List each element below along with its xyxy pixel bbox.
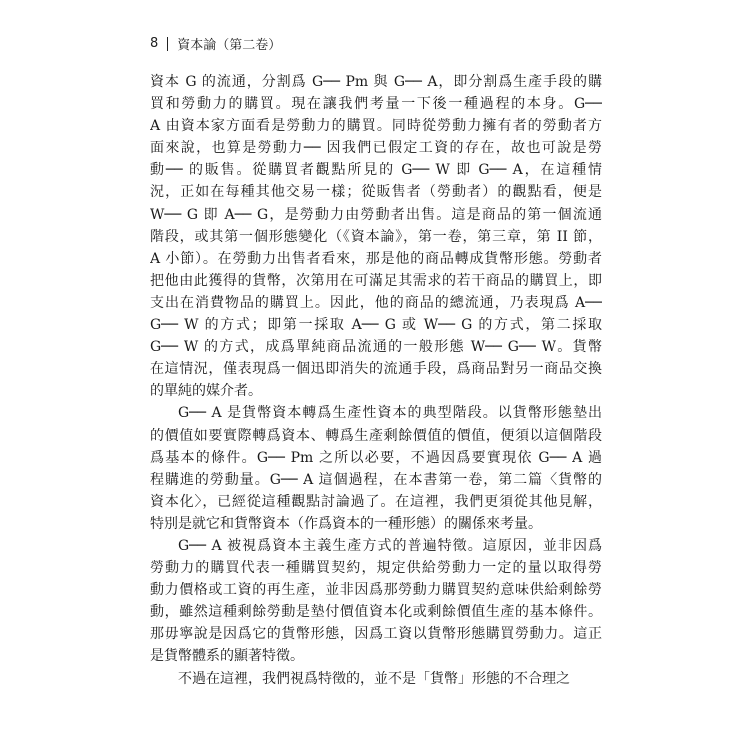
text-line: 階段，或其第一個形態變化（《資本論》，第一卷，第三章，第 II 節， — [150, 228, 602, 245]
text-line: W── G 即 A── G，是勞動力由勞動者出售。這是商品的第一個流通 — [150, 206, 602, 223]
text-line: 的單純的媒介者。 — [150, 383, 262, 400]
text-line: 買和勞動力的購買。現在讓我們考量一下後一種過程的本身。G── — [150, 96, 602, 113]
header-divider — [167, 37, 168, 51]
page-number: 8 — [150, 36, 159, 51]
paragraph — [150, 668, 602, 690]
text-line: 把他由此獲得的貨幣，次第用在可滿足其需求的若干商品的購買上，即 — [150, 272, 602, 289]
text-line: 爲基本的條件。G── Pm 之所以必要，不過因爲要實現依 G── A 過 — [150, 449, 602, 466]
text-line: 特別是就它和貨幣資本（作爲資本的一種形態）的關係來考量。 — [150, 515, 542, 532]
text-line: 動力價格或工資的再生產，並非因爲那勞動力購買契約意味供給剩餘勞 — [150, 582, 602, 599]
text-line: 動── 的販售。從購買者觀點所見的 G── W 即 G── A，在這種情 — [150, 162, 602, 179]
text-line: 資本 G 的流通，分割爲 G── Pm 與 G── A，即分割爲生產手段的購 — [150, 74, 602, 90]
text-line: 那毋寧說是因爲它的貨幣形態，因爲工資以貨幣形態購買勞動力。這正 — [150, 626, 602, 643]
text-line: A 小節）。在勞動力出售者看來，那是他的商品轉成貨幣形態。勞動者 — [150, 250, 602, 267]
text-line: G── A 是貨幣資本轉爲生產性資本的典型階段。以貨幣形態墊出 — [178, 405, 602, 422]
text-line: A 由資本家方面看是勞動力的購買。同時從勞動力擁有者的勞動者方 — [150, 118, 602, 135]
text-line: G── A 被視爲資本主義生產方式的普遍特徵。這原因，並非因爲 — [178, 537, 602, 554]
text-line: 程購進的勞動量。G── A 這個過程，在本書第一卷，第二篇〈貨幣的 — [150, 471, 602, 488]
text-line: 支出在消費物品的購買上。因此，他的商品的總流通，乃表現爲 A── — [150, 294, 602, 311]
paragraph — [150, 71, 602, 402]
text-line: 動，雖然這種剩餘勞動是墊付價值資本化或剩餘價值生產的基本條件。 — [150, 604, 602, 621]
text-line: 勞動力的購買代表一種購買契約，規定供給勞動力一定的量以取得勞 — [150, 560, 602, 577]
text-line: 在這情況，僅表現爲一個迅即消失的流通手段，爲商品對另一商品交換 — [150, 361, 602, 378]
text-line: G── W 的方式；即第一採取 A── G 或 W── G 的方式，第二採取 — [150, 317, 602, 334]
paragraph — [150, 402, 602, 535]
text-line: 不過在這裡，我們視爲特徵的，並不是「貨幣」形態的不合理之 — [178, 670, 570, 687]
running-header — [150, 34, 281, 53]
text-line: 況，正如在每種其他交易一樣；從販售者（勞動者）的觀點看，便是 — [150, 184, 602, 201]
text-line: 是貨幣體系的顯著特徵。 — [150, 648, 304, 665]
text-line: 面來說，也算是勞動力── 因我們已假定工資的存在，故也可說是勞 — [150, 140, 602, 157]
text-line: 資本化〉，已經從這種觀點討論過了。在這裡，我們更須從其他見解， — [150, 493, 602, 510]
text-line: G── W 的方式，成爲單純商品流通的一般形態 W── G── W。貨幣 — [150, 339, 602, 356]
body-text — [150, 71, 602, 690]
running-title: 資本論（第二卷） — [177, 38, 282, 53]
text-line: 的價值如要實際轉爲資本、轉爲生產剩餘價值的價值，便須以這個階段 — [150, 427, 602, 444]
paragraph — [150, 535, 602, 668]
